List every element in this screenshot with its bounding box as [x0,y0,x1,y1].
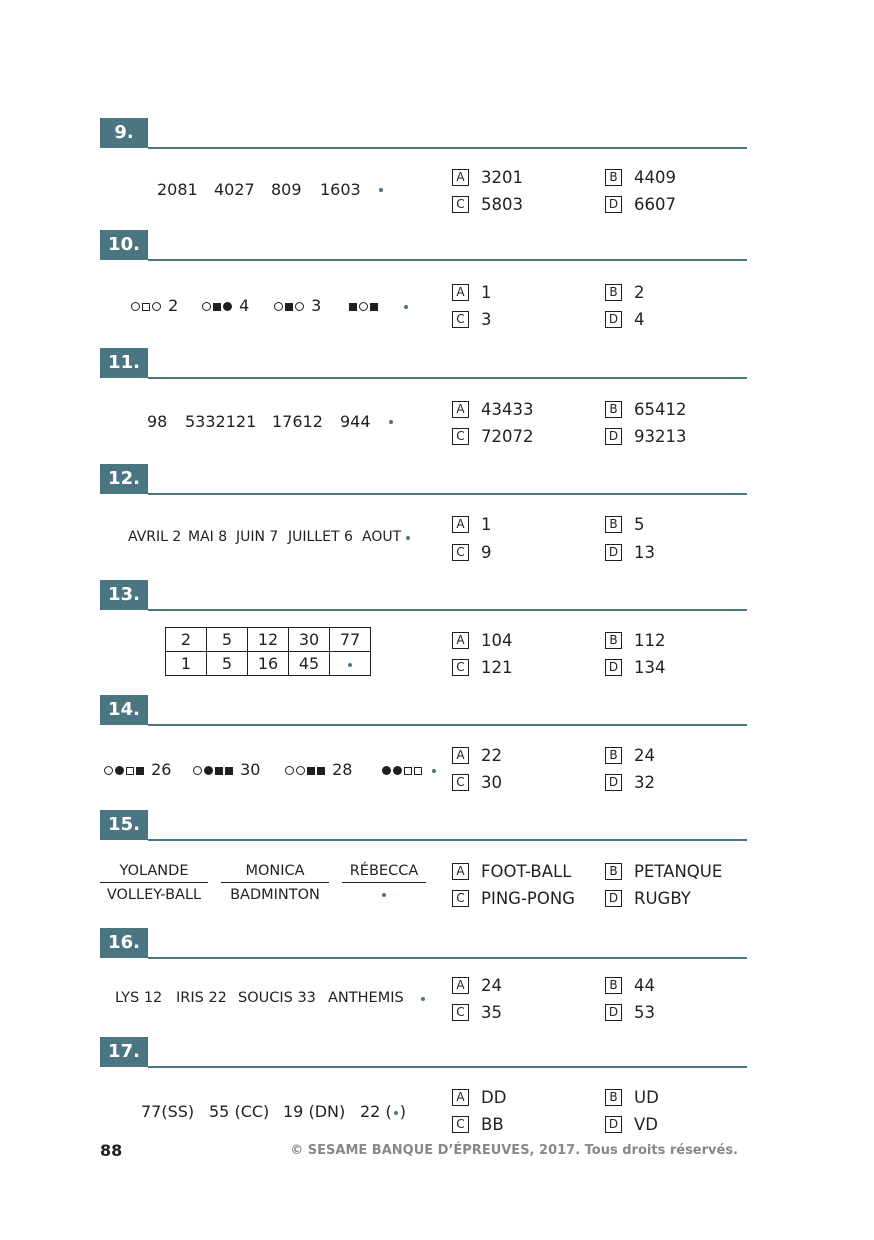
question-number: 14. [100,695,148,725]
sequence-item: LYS 12 [115,990,163,1006]
square-filled-icon [307,767,315,775]
sequence-item: SOUCIS 33 [238,990,316,1006]
sequence-item: MAI 8 [188,529,228,545]
square-filled-icon [136,767,144,775]
circle-outline-icon [193,766,202,775]
group-value: 28 [332,760,353,779]
circle-filled-icon [204,766,213,775]
table-cell: 5 [207,652,248,676]
header-rule [148,147,747,149]
fraction-bottom: VOLLEY-BALL [106,887,202,903]
group-value: 3 [311,296,322,315]
square-filled-icon [225,767,233,775]
page-number: 88 [100,1141,123,1160]
sequence-item: 944 [340,412,371,431]
sequence-item: 4027 [214,180,255,199]
table-cell: 2 [166,628,207,652]
circle-outline-icon [274,302,283,311]
circle-filled-icon [393,766,402,775]
circle-outline-icon [152,302,161,311]
fraction-bottom-missing [342,883,426,907]
question-number: 15. [100,810,148,840]
table-row [166,628,371,652]
question-17-header [100,1037,747,1068]
table-cell-missing [330,652,371,676]
missing-term-dot [389,420,393,424]
square-filled-icon [349,303,357,311]
symbol-group [285,760,352,779]
circle-filled-icon [382,766,391,775]
fraction-top: RÉBECCA [349,863,419,879]
question-number: 10. [100,230,148,260]
missing-term-dot [394,1111,398,1115]
sequence-item: JUILLET 6 [288,529,353,545]
square-filled-icon [215,767,223,775]
sequence-item: 17612 [272,412,323,431]
question-10-header [100,230,747,261]
question-11-header [100,348,747,379]
square-filled-icon [213,303,221,311]
fraction-pair [221,860,329,907]
closing-paren: ) [399,1102,406,1121]
circle-outline-icon [202,302,211,311]
missing-term-dot [348,663,352,667]
header-rule [148,493,747,495]
table-cell: 1 [166,652,207,676]
question-13-header [100,580,747,611]
missing-term-dot [379,188,383,192]
question-number: 9. [100,118,148,148]
sequence-item: 809 [271,180,302,199]
circle-outline-icon [296,766,305,775]
symbol-group [193,760,260,779]
fraction-bottom: BADMINTON [230,887,320,903]
symbol-group [382,760,424,779]
square-outline-icon [414,767,422,775]
missing-term-dot [404,305,408,309]
table-cell: 77 [330,628,371,652]
sequence-item: 1603 [320,180,361,199]
sequence-item: IRIS 22 [176,990,227,1006]
table-row [166,652,371,676]
circle-outline-icon [285,766,294,775]
sequence-item: 77(SS) [141,1102,195,1121]
header-rule [148,609,747,611]
question-9-header [100,118,747,149]
missing-term-dot [382,893,386,897]
header-rule [148,724,747,726]
sequence-item: 22 ( [360,1102,392,1121]
group-value: 2 [168,296,179,315]
missing-term-dot [421,997,425,1001]
sequence-item: JUIN 7 [236,529,279,545]
table-cell: 12 [248,628,289,652]
square-filled-icon [370,303,378,311]
header-rule [148,259,747,261]
circle-outline-icon [295,302,304,311]
group-value: 30 [240,760,261,779]
sequence-item: 5332121 [185,412,257,431]
question-number: 17. [100,1037,148,1067]
missing-term-dot [432,769,436,773]
circle-filled-icon [223,302,232,311]
sequence-item: AVRIL 2 [128,529,182,545]
question-number: 11. [100,348,148,378]
square-filled-icon [285,303,293,311]
fraction-pair [100,860,208,907]
sequence-item-last [360,1102,406,1121]
symbol-group [131,296,178,315]
header-rule [148,839,747,841]
missing-term-dot [406,536,410,540]
question-number: 12. [100,464,148,494]
symbol-group [349,296,380,315]
square-outline-icon [142,303,150,311]
sequence-item: AOUT [362,529,402,545]
table-cell: 30 [289,628,330,652]
sequence-item: 98 [147,412,168,431]
question-number: 13. [100,580,148,610]
header-rule [148,957,747,959]
sequence-item: 2081 [157,180,198,199]
group-value: 26 [151,760,172,779]
symbol-group [274,296,321,315]
question-number: 16. [100,928,148,958]
question-12-header [100,464,747,495]
table-cell: 45 [289,652,330,676]
square-outline-icon [126,767,134,775]
square-outline-icon [404,767,412,775]
fraction-pair [342,860,426,907]
table-cell: 5 [207,628,248,652]
header-rule [148,1066,747,1068]
fraction-top: YOLANDE [119,863,189,879]
number-table [165,627,371,676]
symbol-group [104,760,171,779]
sequence-item: 55 (CC) [209,1102,270,1121]
circle-filled-icon [115,766,124,775]
question-14-header [100,695,747,726]
sequence-item: ANTHEMIS [328,990,404,1006]
fraction-top: MONICA [245,863,305,879]
header-rule [148,377,747,379]
circle-outline-icon [359,302,368,311]
group-value: 4 [239,296,250,315]
symbol-group [202,296,249,315]
copyright-notice: © SESAME BANQUE D’ÉPREUVES, 2017. Tous droits réservés. [290,1143,738,1158]
circle-outline-icon [131,302,140,311]
table-cell: 16 [248,652,289,676]
circle-outline-icon [104,766,113,775]
square-filled-icon [317,767,325,775]
sequence-item: 19 (DN) [283,1102,346,1121]
question-16-header [100,928,747,959]
question-15-header [100,810,747,841]
